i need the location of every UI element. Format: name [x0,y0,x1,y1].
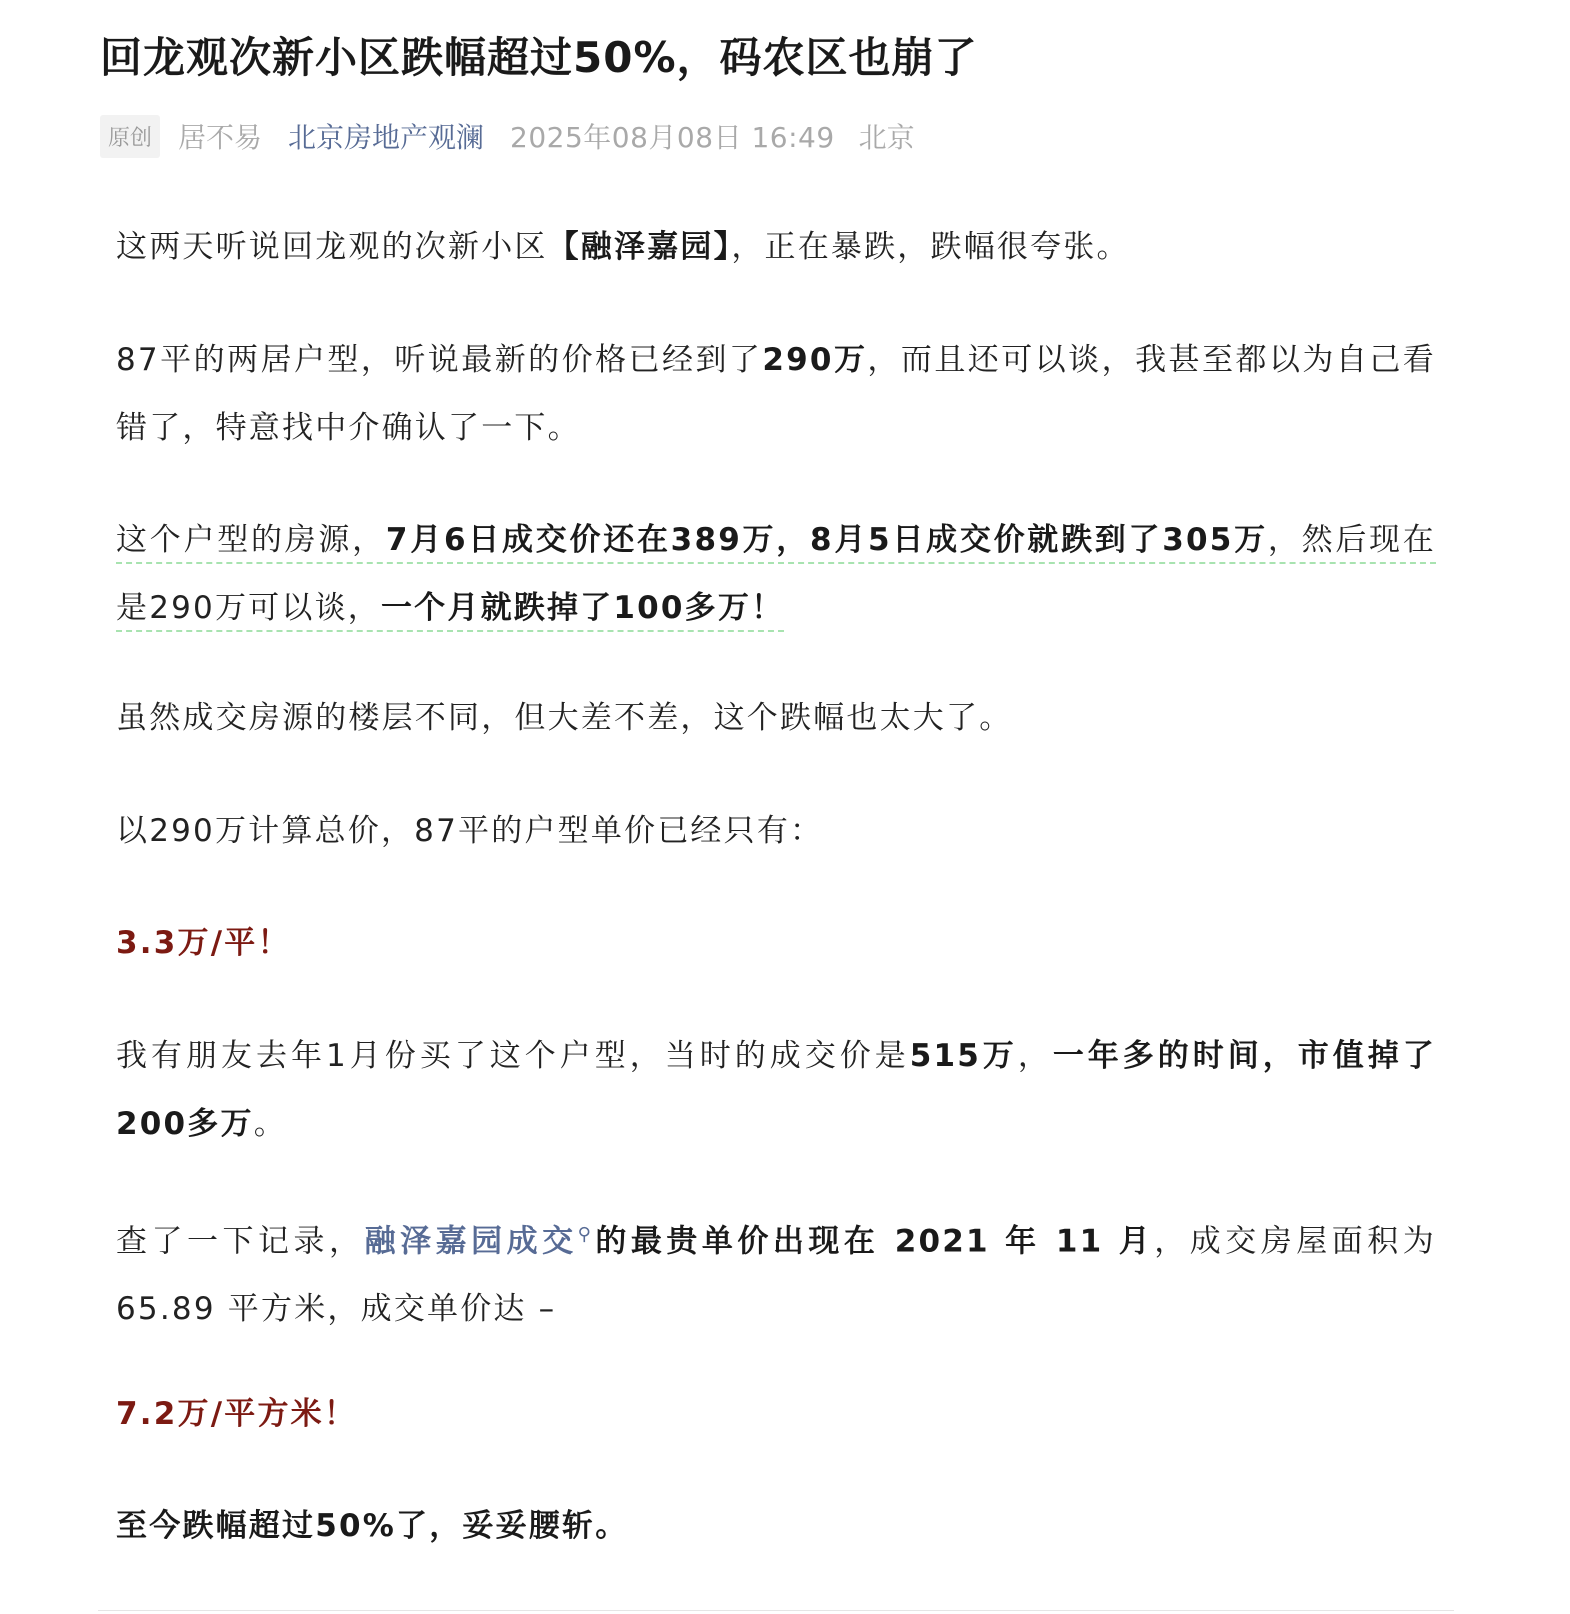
paragraph-7: 我有朋友去年1月份买了这个户型，当时的成交价是515万，一年多的时间，市值掉了200多万。 [116,1038,1436,1142]
account-link[interactable]: 北京房地产观澜 [288,121,485,154]
article-meta [100,114,915,158]
highlighted-sentence[interactable]: 这个户型的房源，7月6日成交价还在389万，8月5日成交价就跌到了305万，然后现在是290万可以谈，一个月就跌掉了100多万！ [116,522,1436,632]
current-price: 290万 [762,342,868,378]
paragraph-5: 以290万计算总价，87平的户型单价已经只有： [116,813,824,849]
paragraph-8: 查了一下记录，融泽嘉园成交⚲的最贵单价出现在 2021 年 11 月，成交房屋面积为 65.89 平方米，成交单价达 – [116,1223,1436,1328]
publish-date: 2025年08月08日 16:49 [510,121,835,154]
unit-price-highlight: 3.3万/平！ [116,925,291,961]
search-link[interactable]: 融泽嘉园成交 [364,1223,578,1260]
paragraph-4: 虽然成交房源的楼层不同，但大差不差，这个跌幅也太大了。 [116,700,1013,736]
publish-location: 北京 [858,121,915,154]
paragraph-10: 至今跌幅超过50%了，妥妥腰斩。 [116,1508,629,1544]
paragraph-2: 87平的两居户型，听说最新的价格已经到了290万，而且还可以谈，我甚至都以为自己看错了，特意找中介确认了一下。 [116,342,1436,446]
original-tag: 原创 [100,115,160,158]
paragraph-3 [116,506,1436,642]
article-title: 回龙观次新小区跌幅超过50%，码农区也崩了 [100,33,978,82]
community-name: 【融泽嘉园】 [547,229,732,265]
search-icon[interactable]: ⚲ [577,1224,594,1245]
max-price-highlight: 7.2万/平方米！ [116,1396,358,1432]
paragraph-1: 这两天听说回龙观的次新小区【融泽嘉园】，正在暴跌，跌幅很夸张。 [116,229,1130,265]
divider [98,1610,1454,1611]
author-name: 居不易 [178,121,263,154]
